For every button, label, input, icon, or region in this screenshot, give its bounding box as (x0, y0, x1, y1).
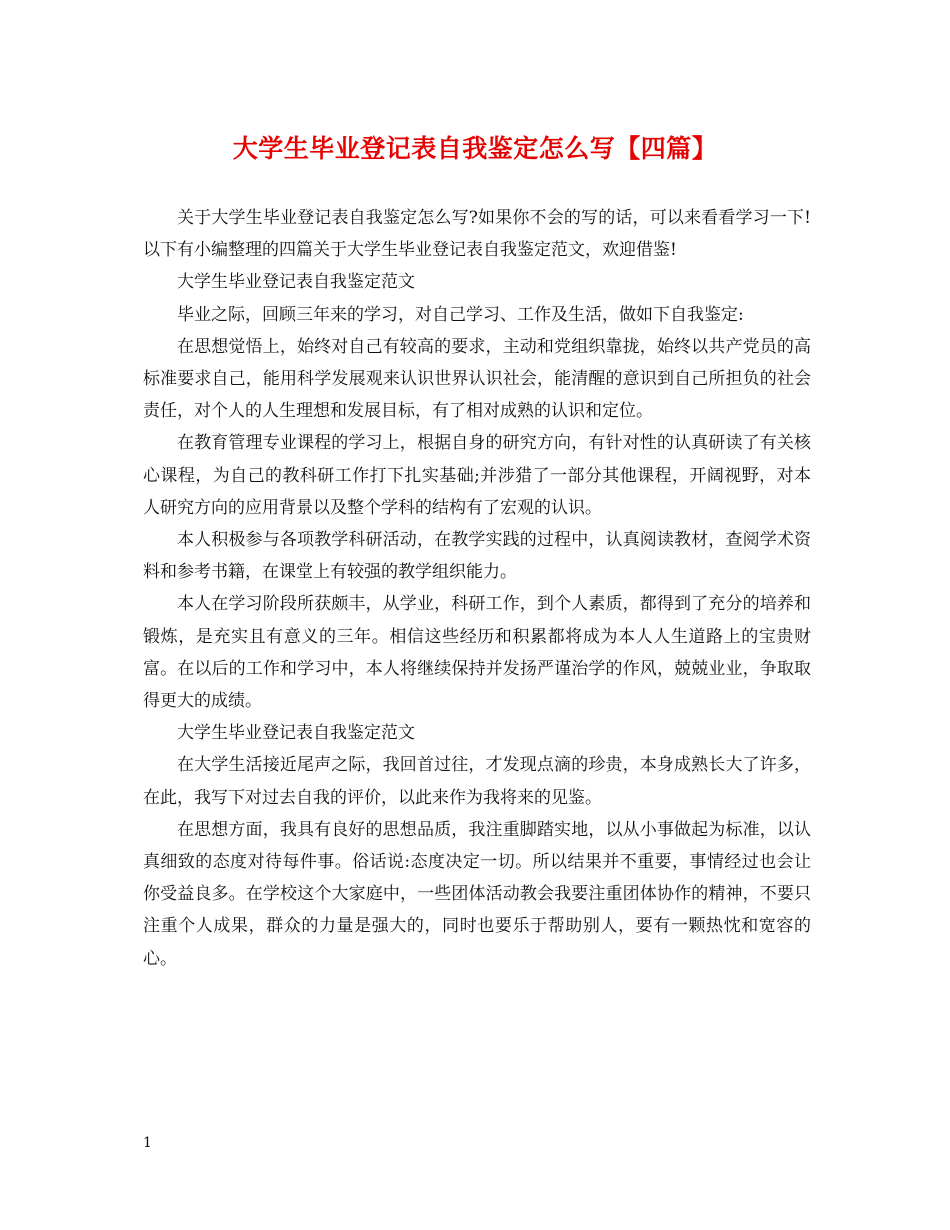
document-body (143, 202, 811, 975)
intro-paragraph: 关于大学生毕业登记表自我鉴定怎么写?如果你不会的写的话，可以来看看学习一下!以下有小编整理的四篇关于大学生毕业登记表自我鉴定范文，欢迎借鉴! (143, 208, 811, 261)
paragraph: 本人在学习阶段所获颇丰，从学业，科研工作，到个人素质，都得到了充分的培养和锻炼，是充实且有意义的三年。相信这些经历和积累都将成为本人人生道路上的宝贵财富。在以后的工作和学习中，本人将继续保持并发扬严谨治学的作风，兢兢业业，争取取得更大的成绩。 (143, 594, 811, 712)
page-number: 1 (143, 1135, 152, 1151)
paragraph: 在教育管理专业课程的学习上，根据自身的研究方向，有针对性的认真研读了有关核心课程，为自己的教科研工作打下扎实基础;并涉猎了一部分其他课程，开阔视野，对本人研究方向的应用背景以及整个学科的结构有了宏观的认识。 (143, 433, 811, 518)
paragraph: 在思想觉悟上，始终对自己有较高的要求，主动和党组织靠拢，始终以共产党员的高标准要求自己，能用科学发展观来认识世界认识社会，能清醒的意识到自己所担负的社会责任，对个人的人生理想和发展目标，有了相对成熟的认识和定位。 (143, 336, 811, 422)
paragraph: 毕业之际，回顾三年来的学习，对自己学习、工作及生活，做如下自我鉴定: (177, 304, 744, 325)
section-heading-1: 大学生毕业登记表自我鉴定范文 (177, 272, 415, 293)
document-title: 大学生毕业登记表自我鉴定怎么写【四篇】 (232, 134, 718, 163)
section-heading-2: 大学生毕业登记表自我鉴定范文 (177, 723, 415, 744)
paragraph: 在思想方面，我具有良好的思想品质，我注重脚踏实地，以从小事做起为标准，以认真细致的态度对待每件事。俗话说:态度决定一切。所以结果并不重要，事情经过也会让你受益良多。在学校这个大家庭中，一些团体活动教会我要注重团体协作的精神，不要只注重个人成果，群众的力量是强大的，同时也要乐于帮助别人，要有一颗热忱和宽容的心。 (143, 819, 811, 969)
paragraph: 本人积极参与各项教学科研活动，在教学实践的过程中，认真阅读教材，查阅学术资料和参考书籍，在课堂上有较强的教学组织能力。 (143, 530, 811, 583)
paragraph: 在大学生活接近尾声之际，我回首过往，才发现点滴的珍贵，本身成熟长大了许多，在此，我写下对过去自我的评价，以此来作为我将来的见鉴。 (143, 755, 811, 808)
